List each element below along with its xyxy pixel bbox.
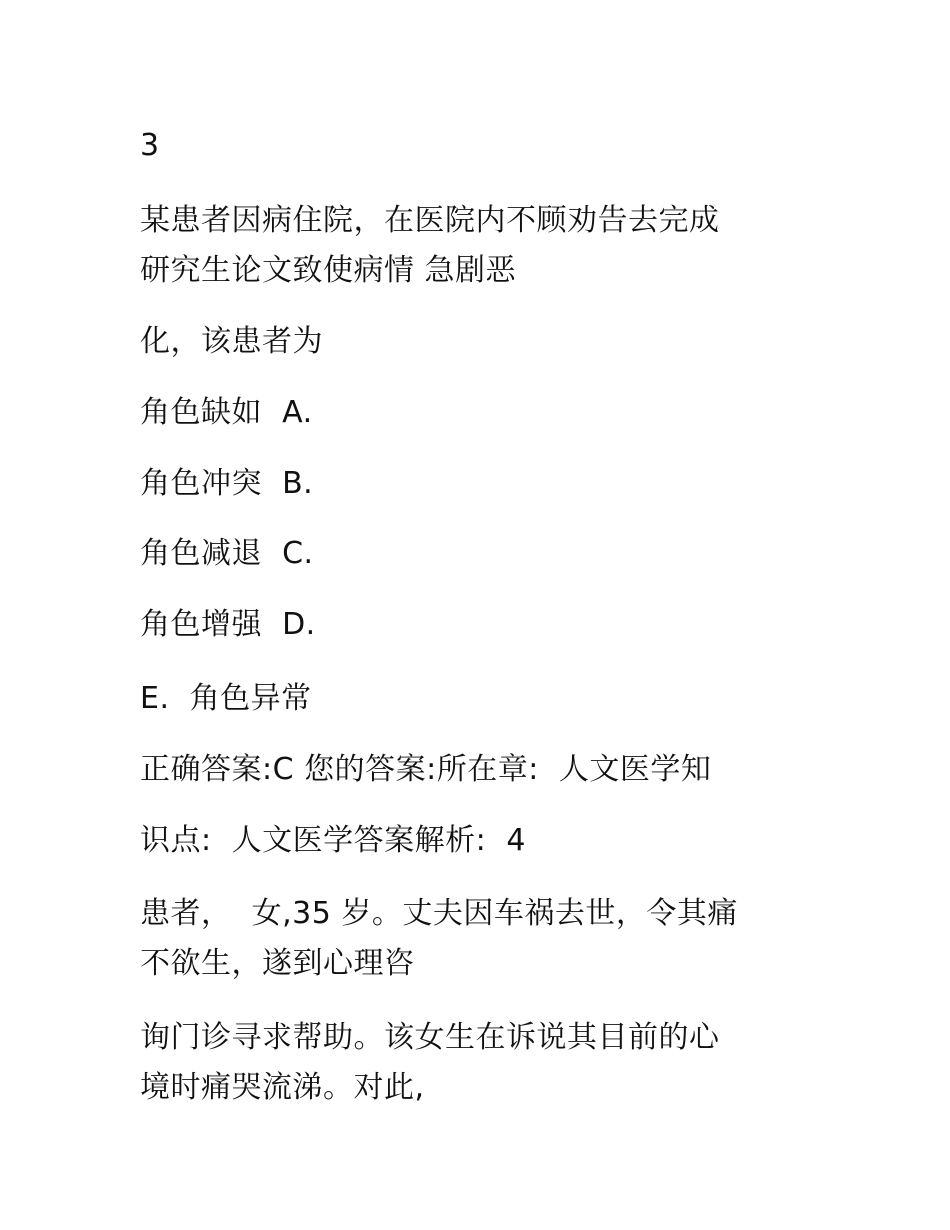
next-question-line-2: 不欲生，遂到心理咨 <box>140 946 415 981</box>
option-c: 角色减退 C. <box>140 536 314 571</box>
question-number: 3 <box>140 128 160 163</box>
answer-info: 正确答案:C 您的答案:所在章: 人文医学知 <box>140 752 712 787</box>
next-question-line-3: 询门诊寻求帮助。该女生在诉说其目前的心 <box>140 1020 720 1055</box>
next-question-line-4: 境时痛哭流涕。对此, <box>140 1070 425 1105</box>
question-stem <box>140 196 830 296</box>
option-d: 角色增强 D. <box>140 607 316 642</box>
option-b: 角色冲突 B. <box>140 466 314 501</box>
question-stem-line-2: 研究生论文致使病情 急剧恶 <box>140 253 517 288</box>
option-a: 角色缺如 A. <box>140 395 313 430</box>
knowledge-point: 识点: 人文医学答案解析: 4 <box>140 823 526 858</box>
question-stem-line-1: 某患者因病住院，在医院内不顾劝告去完成 <box>140 203 720 238</box>
question-stem-line-3: 化，该患者为 <box>140 324 323 359</box>
next-question-continued <box>140 1013 830 1113</box>
option-e: E. 角色异常 <box>140 681 312 716</box>
next-question-stem <box>140 889 830 989</box>
next-question-line-1: 患者， 女,35 岁。丈夫因车祸去世，令其痛 <box>140 896 738 931</box>
